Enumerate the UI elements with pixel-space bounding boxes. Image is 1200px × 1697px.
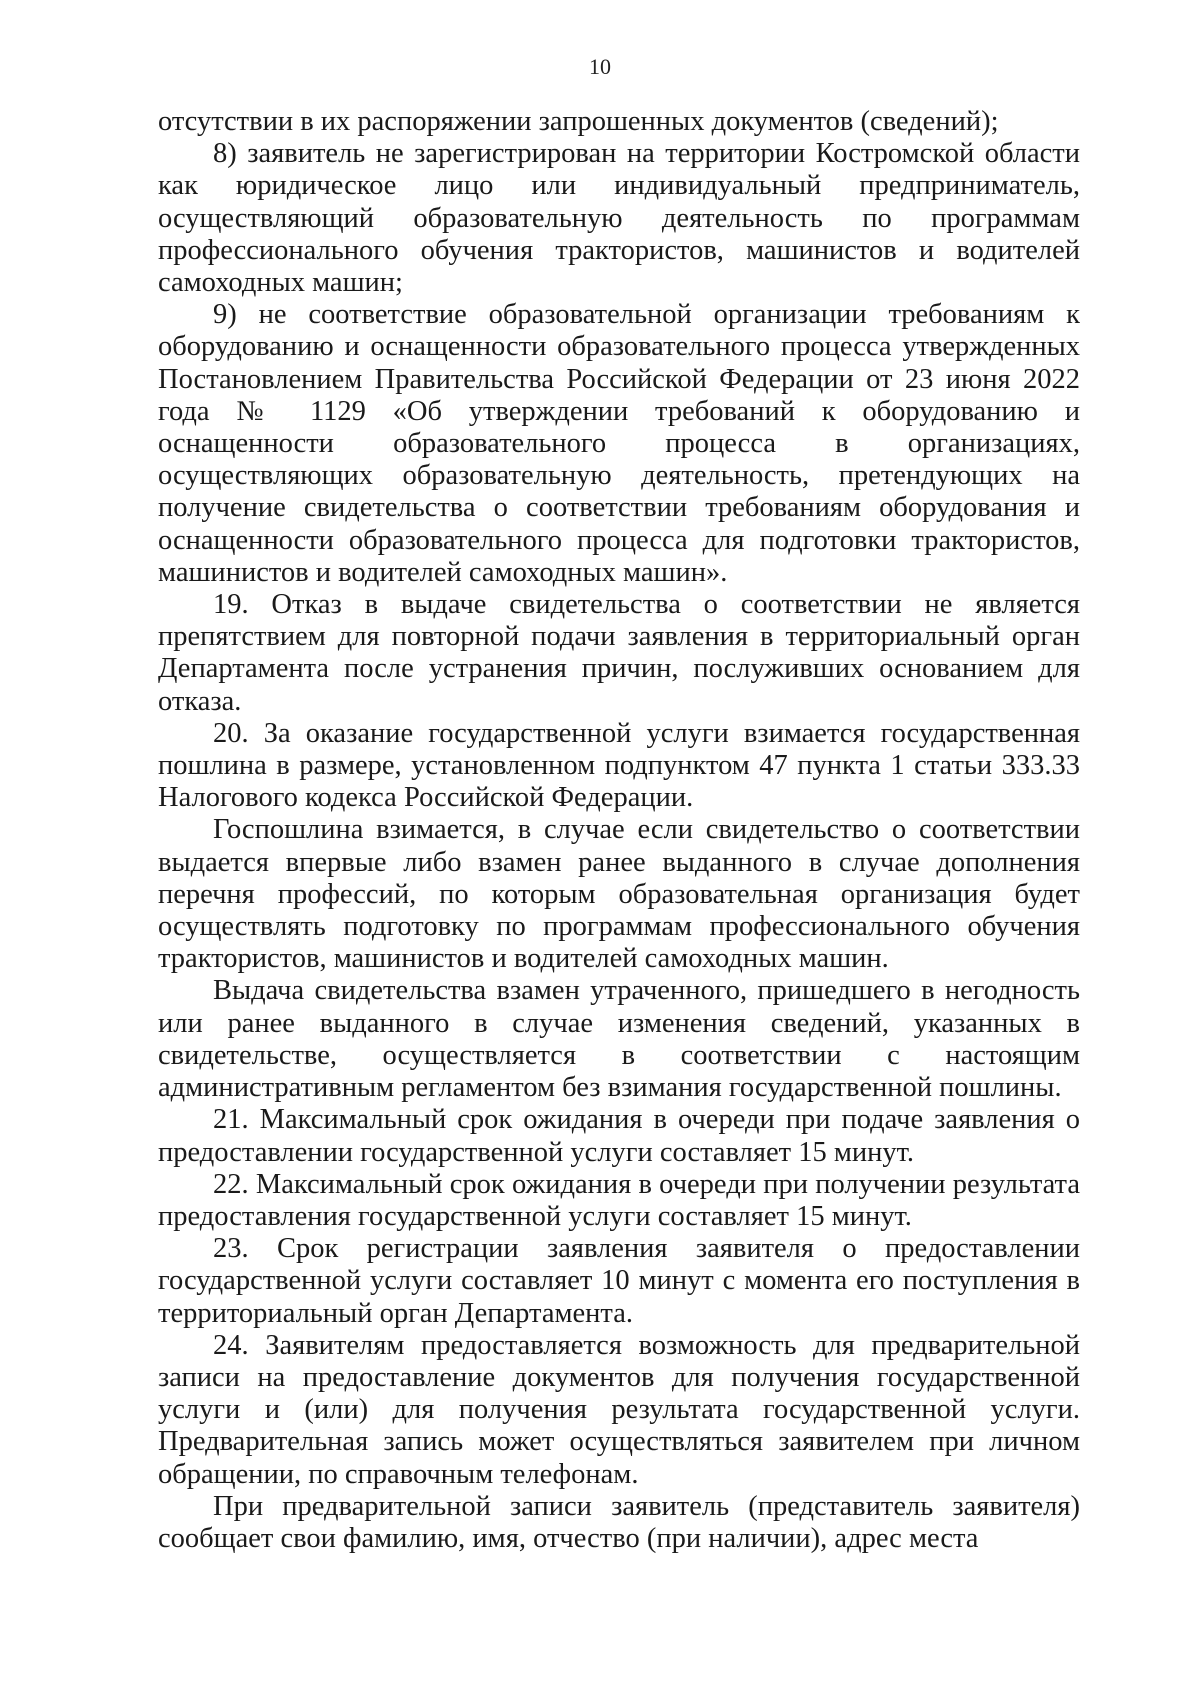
paragraph-pre-registration: При предварительной записи заявитель (представитель заявителя) сообщает свои фамилию, имя, отчество (при наличии), адрес места [158, 1490, 1080, 1554]
paragraph-24: 24. Заявителям предоставляется возможность для предварительной записи на предоставление документов для получения государственной услуги и (или) для получения результата государственной услуги. Предварительная запись может осуществляться заявителем при личном обращении, по справочным телефонам. [158, 1329, 1080, 1490]
page-number: 10 [589, 54, 611, 79]
paragraph-21: 21. Максимальный срок ожидания в очереди при подаче заявления о предоставлении государственной услуги составляет 15 минут. [158, 1104, 1080, 1168]
paragraph-fee-conditions: Госпошлина взимается, в случае если свидетельство о соответствии выдается впервые либо взамен ранее выданного в случае дополнения перечня профессий, по которым образовательная организация будет осуществлять подготовку по программам профессионального обучения трактористов, машинистов и водителей самоходных машин. [158, 814, 1080, 975]
paragraph-replacement-issue: Выдача свидетельства взамен утраченного, пришедшего в негодность или ранее выданного в случае изменения сведений, указанных в свидетельстве, осуществляется в соответствии с настоящим административным регламентом без взимания государственной пошлины. [158, 975, 1080, 1104]
paragraph-20: 20. За оказание государственной услуги взимается государственная пошлина в размере, установленном подпунктом 47 пункта 1 статьи 333.33 Налогового кодекса Российской Федерации. [158, 717, 1080, 814]
paragraph-continuation: отсутствии в их распоряжении запрошенных документов (сведений); [158, 106, 999, 137]
paragraph-item-8: 8) заявитель не зарегистрирован на территории Костромской области как юридическое лицо или индивидуальный предприниматель, осуществляющий образовательную деятельность по программам профессионального обучения трактористов, машинистов и водителей самоходных машин; [158, 138, 1080, 299]
paragraph-19: 19. Отказ в выдаче свидетельства о соответствии не является препятствием для повторной подачи заявления в территориальный орган Департамента после устранения причин, послуживших основанием для отказа. [158, 589, 1080, 717]
document-body [158, 106, 1080, 1555]
paragraph-23: 23. Срок регистрации заявления заявителя о предоставлении государственной услуги составляет 10 минут с момента его поступления в территориальный орган Департамента. [158, 1233, 1080, 1329]
paragraph-item-9: 9) не соответствие образовательной организации требованиям к оборудованию и оснащенности образовательного процесса утвержденных Постановлением Правительства Российской Федерации от 23 июня 2022 года № 1129 «Об утверждении требований к оборудованию и оснащенности образовательного процесса в организациях, осуществляющих образовательную деятельность, претендующих на получение свидетельства о соответствии требованиям оборудования и оснащенности образовательного процесса для подготовки трактористов, машинистов и водителей самоходных машин». [158, 299, 1080, 588]
paragraph-22: 22. Максимальный срок ожидания в очереди при получении результата предоставления государственной услуги составляет 15 минут. [158, 1168, 1080, 1232]
